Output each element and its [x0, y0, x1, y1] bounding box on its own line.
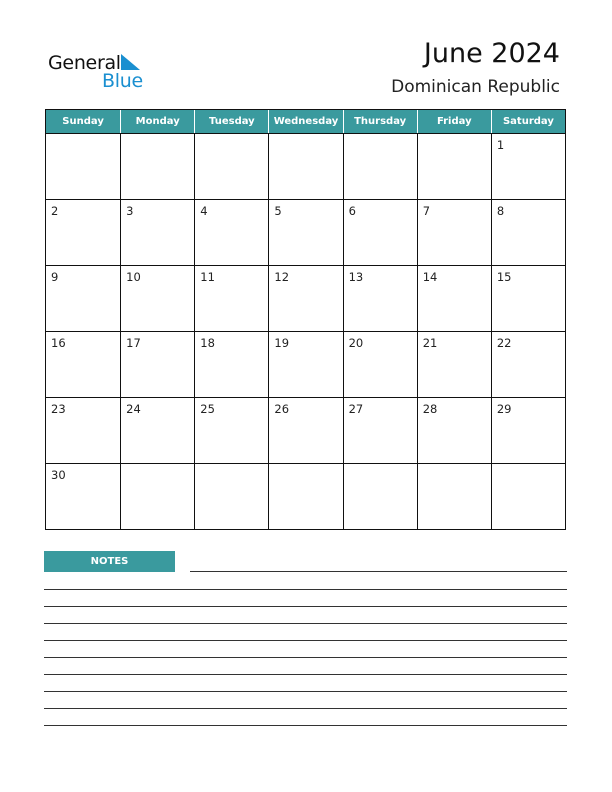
day-number: 22 — [496, 336, 512, 350]
day-number: 26 — [274, 402, 290, 416]
day-cell — [343, 463, 417, 529]
day-number: 18 — [200, 336, 215, 350]
day-number: 4 — [200, 204, 208, 218]
notes-line — [44, 623, 567, 624]
day-number: 2 — [51, 204, 59, 218]
day-number: 11 — [200, 270, 215, 284]
notes-label: NOTES — [44, 551, 175, 572]
day-cell — [491, 463, 565, 529]
day-cell — [491, 199, 565, 265]
day-cell — [46, 133, 120, 199]
country-name: Dominican Republic — [391, 77, 560, 97]
day-cell — [343, 199, 417, 265]
day-number: 28 — [422, 402, 438, 416]
day-cell — [120, 463, 194, 529]
day-cell — [120, 265, 194, 331]
day-cell — [194, 331, 268, 397]
day-cell — [268, 133, 342, 199]
day-cell — [120, 133, 194, 199]
notes-line — [44, 691, 567, 692]
day-number: 19 — [274, 336, 290, 350]
day-cell — [194, 133, 268, 199]
day-cell — [343, 265, 417, 331]
calendar-title: June 2024 — [423, 38, 560, 69]
day-cell — [120, 397, 194, 463]
day-cell — [268, 397, 342, 463]
day-cell — [194, 199, 268, 265]
notes-line — [44, 589, 567, 590]
day-number: 30 — [51, 468, 66, 482]
day-cell — [491, 133, 565, 199]
day-cell — [194, 463, 268, 529]
day-cell — [491, 331, 565, 397]
day-header-wednesday: Wednesday — [268, 110, 342, 133]
day-number: 8 — [496, 204, 505, 218]
day-number: 21 — [422, 336, 438, 350]
day-number: 7 — [422, 204, 431, 218]
day-cell — [46, 463, 120, 529]
day-number: 23 — [51, 402, 66, 416]
notes-line — [44, 708, 567, 709]
notes-line — [44, 657, 567, 658]
day-header-thursday: Thursday — [343, 110, 417, 133]
day-cell — [417, 133, 491, 199]
day-cell — [491, 397, 565, 463]
day-cell — [343, 397, 417, 463]
day-cell — [268, 199, 342, 265]
day-number: 13 — [348, 270, 364, 284]
day-cell — [46, 265, 120, 331]
notes-line — [190, 571, 567, 572]
day-header-tuesday: Tuesday — [194, 110, 268, 133]
day-number: 27 — [348, 402, 364, 416]
day-cell — [194, 265, 268, 331]
day-cell — [46, 331, 120, 397]
day-cell — [120, 331, 194, 397]
notes-line — [44, 640, 567, 641]
day-cell — [268, 331, 342, 397]
day-cell — [491, 265, 565, 331]
generalblue-logo — [48, 52, 148, 92]
day-header-friday: Friday — [417, 110, 491, 133]
day-number: 3 — [126, 204, 134, 218]
day-number: 10 — [126, 270, 141, 284]
notes-line — [44, 606, 567, 607]
day-cell — [268, 463, 342, 529]
notes-line — [44, 725, 567, 726]
day-number: 17 — [126, 336, 141, 350]
day-number: 14 — [422, 270, 438, 284]
day-number: 16 — [51, 336, 66, 350]
day-header-monday: Monday — [120, 110, 194, 133]
day-number: 6 — [348, 204, 356, 218]
day-cell — [343, 133, 417, 199]
day-cell — [417, 463, 491, 529]
logo-text-blue: Blue — [102, 70, 143, 92]
day-cell — [120, 199, 194, 265]
day-cell — [46, 199, 120, 265]
day-number: 1 — [496, 138, 505, 152]
logo-text-general: General — [48, 52, 121, 74]
day-cell — [343, 331, 417, 397]
day-number: 12 — [274, 270, 290, 284]
day-number: 24 — [126, 402, 141, 416]
day-number: 29 — [496, 402, 512, 416]
day-number: 9 — [51, 270, 59, 284]
day-header-sunday: Sunday — [46, 110, 120, 133]
day-header-saturday: Saturday — [491, 110, 565, 133]
day-cell — [46, 397, 120, 463]
day-cell — [268, 265, 342, 331]
day-cell — [417, 199, 491, 265]
day-number: 5 — [274, 204, 282, 218]
notes-line — [44, 674, 567, 675]
calendar-grid — [45, 109, 566, 530]
day-number: 15 — [496, 270, 512, 284]
day-number: 20 — [348, 336, 364, 350]
day-cell — [194, 397, 268, 463]
day-cell — [417, 331, 491, 397]
day-number: 25 — [200, 402, 215, 416]
day-cell — [417, 397, 491, 463]
day-cell — [417, 265, 491, 331]
